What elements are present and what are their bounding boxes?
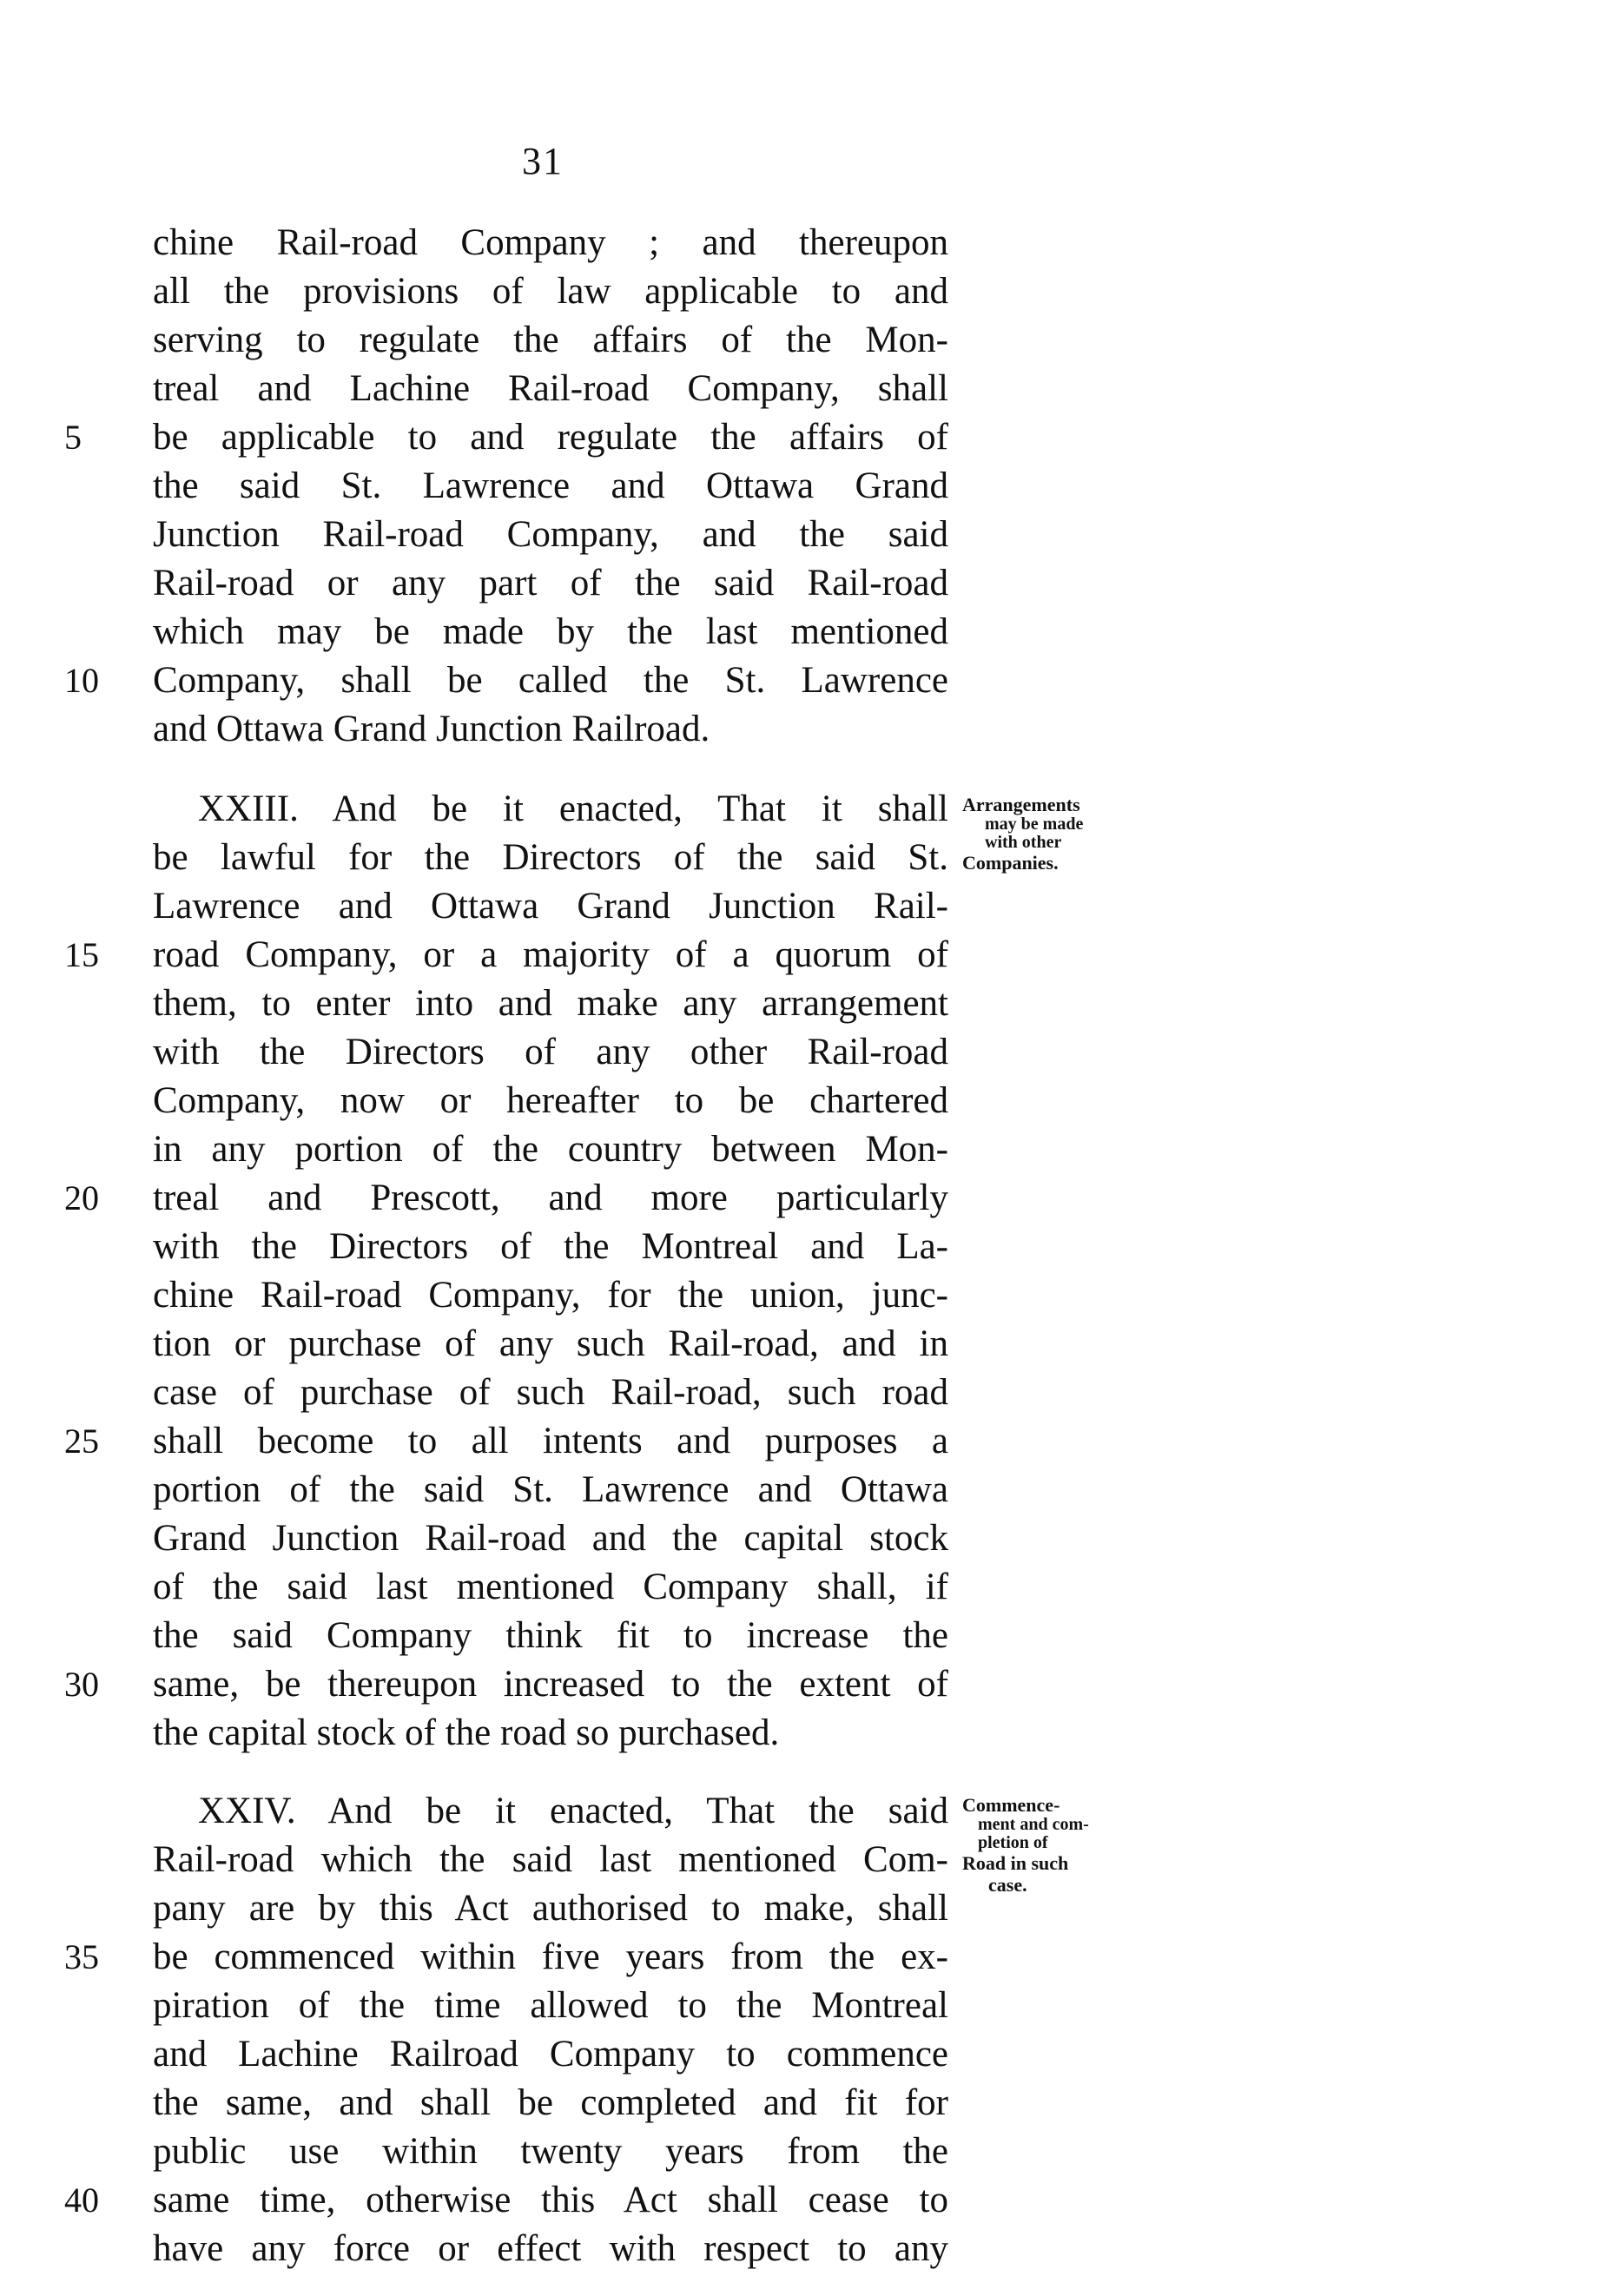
text-line: and Lachine Railroad Company to commence [153,2034,948,2075]
text-line: same, be thereupon increased to the extent of [153,1664,948,1705]
line-number: 30 [64,1665,99,1704]
marginal-note-line: Road in such [962,1852,1069,1874]
text-line: pany are by this Act authorised to make, shall [153,1888,948,1929]
text-line: piration of the time allowed to the Montreal [153,1985,948,2026]
line-number: 40 [64,2180,99,2220]
marginal-note-line: with other [985,833,1062,852]
line-number: 5 [64,418,82,457]
marginal-note-commencement [962,1794,1162,1896]
marginal-note-line: ment and com- [978,1815,1089,1834]
section-heading-line: XXIII. And be it enacted, That it shall [198,788,948,829]
text-line: the capital stock of the road so purchased. [153,1712,780,1753]
text-line: of the said last mentioned Company shall, if [153,1567,948,1607]
text-line: Lawrence and Ottawa Grand Junction Rail- [153,886,948,927]
text-line: case of purchase of such Rail-road, such road [153,1372,948,1413]
text-line: with the Directors of the Montreal and La- [153,1226,948,1267]
marginal-note-line: Arrangements [962,794,1080,815]
marginal-note-line: Companies. [962,852,1059,874]
text-line: treal and Lachine Rail-road Company, shall [153,368,948,409]
text-line: road Company, or a majority of a quorum of [153,934,948,975]
line-number: 25 [64,1422,99,1461]
text-line: chine Rail-road Company ; and thereupon [153,222,948,263]
marginal-note-line: case. [988,1874,1027,1896]
text-line: tion or purchase of any such Rail-road, and in [153,1323,948,1364]
text-line: Rail-road or any part of the said Rail-road [153,563,948,604]
text-line: be applicable to and regulate the affairs of [153,417,948,458]
line-number: 35 [64,1937,99,1976]
text-line: serving to regulate the affairs of the Mon- [153,320,948,360]
marginal-note-line: may be made [985,815,1084,834]
text-line: them, to enter into and make any arrangement [153,983,948,1024]
section-heading-line: XXIV. And be it enacted, That the said [198,1791,948,1831]
text-line: treal and Prescott, and more particularly [153,1178,948,1218]
text-line: with the Directors of any other Rail-road [153,1032,948,1072]
text-line: the same, and shall be completed and fit for [153,2082,948,2123]
text-line: Grand Junction Rail-road and the capital stock [153,1518,948,1559]
text-line: chine Rail-road Company, for the union, junc- [153,1275,948,1316]
page-number: 31 [522,140,564,182]
text-line: in any portion of the country between Mon- [153,1129,948,1170]
text-line: portion of the said St. Lawrence and Ottawa [153,1469,948,1510]
marginal-note-arrangements [962,794,1162,874]
text-line: and Ottawa Grand Junction Railroad. [153,709,710,749]
text-line: Company, now or hereafter to be chartered [153,1080,948,1121]
line-number: 10 [64,661,99,700]
text-line: Rail-road which the said last mentioned Com- [153,1839,948,1880]
marginal-note-line: pletion of [978,1833,1048,1852]
text-line: Company, shall be called the St. Lawrence [153,660,948,701]
line-number: 20 [64,1178,99,1217]
text-line: all the provisions of law applicable to and [153,271,948,312]
marginal-note-line: Commence- [962,1794,1060,1816]
text-line: public use within twenty years from the [153,2131,948,2172]
text-line: the said Company think fit to increase the [153,1615,948,1656]
text-line: shall become to all intents and purposes a [153,1421,948,1461]
text-line: same time, otherwise this Act shall cease to [153,2180,948,2220]
document-page: 31 chine Rail-road Company ; and thereupon all the provisions of law applicable to and serving to regulate the affairs of the Mon- treal and Lachine Rail-road Company, shall 5 be applicable to and regulate the affairs of the said St. Lawrence and Ottawa Grand Junction Rail-road Company, and the said Rail-road or any part of the said Rail-road which may be made by the last mentioned 10 Company, shall be called the St. Lawrence and Ottawa Grand Junction Railroad. XXIII. And be it enacted, That it shall be lawful for the Directors of the said St. Lawrence and Ottawa Grand Junction Rail- 15 road Company, or a majority of a quorum of them, to enter into and make any arrangement with the Directors of any other Rail-road Company, now or hereafter to be chartered in any portion of the country between Mon- 20 treal and Prescott, and more particularly with the Directors of the Montreal and La- chine Rail-road Company, for the union, junc- tion or purchase of any such Rail-road, and in case of purchase of such Rail-road, such road 25 shall become to all intents and purposes a portion of the said St. Lawrence and Ottawa Grand Junction Rail-road and the capital stock of the said last mentioned Company shall, if the said Company think fit to increase the 30 same, be thereupon increased to the extent of the capital stock of the road so purchased. XXIV. And be it enacted, That the said Rail-road which the said last mentioned Com- pany are by this Act authorised to make, shall 35 be commenced within five years from the ex- piration of the time allowed to the Montreal and Lachine Railroad Company to commence the same, and shall be completed and fit for public use within twenty years from the 40 same time, otherwise this Act shall cease to have any force or effect with respect to any Arrangements may be made with other Companies. Commence- ment and com- pletion of Road in such case. [0,0,1624,2276]
text-line: which may be made by the last mentioned [153,611,948,652]
text-line: Junction Rail-road Company, and the said [153,514,948,555]
text-line: be commenced within five years from the ex- [153,1936,948,1977]
text-line: be lawful for the Directors of the said St. [153,837,948,878]
text-line: the said St. Lawrence and Ottawa Grand [153,465,948,506]
line-number: 15 [64,935,99,974]
